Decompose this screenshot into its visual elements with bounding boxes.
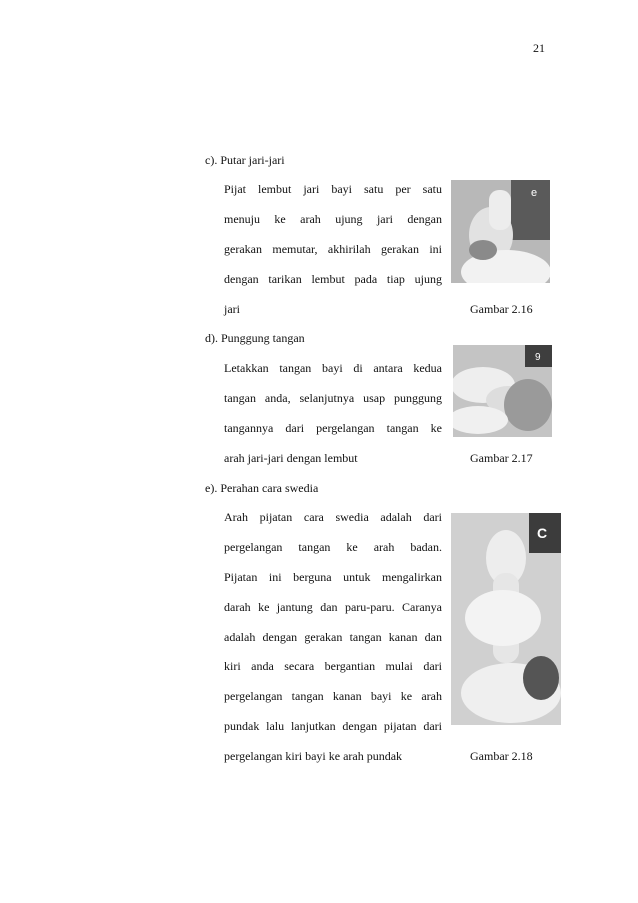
section-heading-punggung-tangan: d). Punggung tangan: [205, 331, 305, 345]
page-number: 21: [533, 41, 545, 55]
back-of-hand-massage-illustration: [453, 345, 552, 437]
body-line: tangannya dari pergelangan tangan ke: [224, 421, 442, 435]
body-line: kiri anda secara bergantian mulai dari: [224, 659, 442, 673]
photo-badge: 9: [535, 352, 541, 363]
figure-caption: Gambar 2.16: [470, 302, 533, 316]
body-line: pundak lalu lanjutkan dengan pijatan dari: [224, 719, 442, 733]
body-line: pergelangan kiri bayi ke arah pundak: [224, 749, 403, 763]
swedish-milking-arm-massage-photo: [451, 513, 561, 725]
body-line: pergelangan tangan kanan bayi ke arah: [224, 689, 442, 703]
body-line: gerakan memutar, akhirilah gerakan ini: [224, 242, 442, 256]
photo-badge: C: [537, 525, 548, 541]
body-line: Arah pijatan cara swedia adalah dari: [224, 510, 442, 524]
body-line: Pijat lembut jari bayi satu per satu: [224, 182, 442, 196]
body-line: dengan tarikan lembut pada tiap ujung: [224, 272, 442, 286]
body-line: menuju ke arah ujung jari dengan: [224, 212, 442, 226]
back-of-hand-massage-photo: [453, 345, 552, 437]
section-heading-perahan-cara-swedia: e). Perahan cara swedia: [205, 481, 319, 495]
section-heading-putar-jari: c). Putar jari-jari: [205, 153, 285, 167]
figure-caption: Gambar 2.18: [470, 749, 533, 763]
baby-finger-massage-photo: [451, 180, 550, 283]
body-line: pergelangan tangan ke arah badan.: [224, 540, 442, 554]
body-line: arah jari-jari dengan lembut: [224, 451, 358, 465]
body-line: tangan anda, selanjutnya usap punggung: [224, 391, 442, 405]
body-line: darah ke jantung dan paru-paru. Caranya: [224, 600, 442, 614]
body-line: jari: [224, 302, 240, 316]
swedish-milking-arm-massage-illustration: [451, 513, 561, 725]
figure-caption: Gambar 2.17: [470, 451, 533, 465]
body-line: Letakkan tangan bayi di antara kedua: [224, 361, 442, 375]
photo-badge: e: [531, 187, 538, 199]
body-line: Pijatan ini berguna untuk mengalirkan: [224, 570, 442, 584]
baby-finger-massage-illustration: [451, 180, 550, 283]
body-line: adalah dengan gerakan tangan kanan dan: [224, 630, 442, 644]
